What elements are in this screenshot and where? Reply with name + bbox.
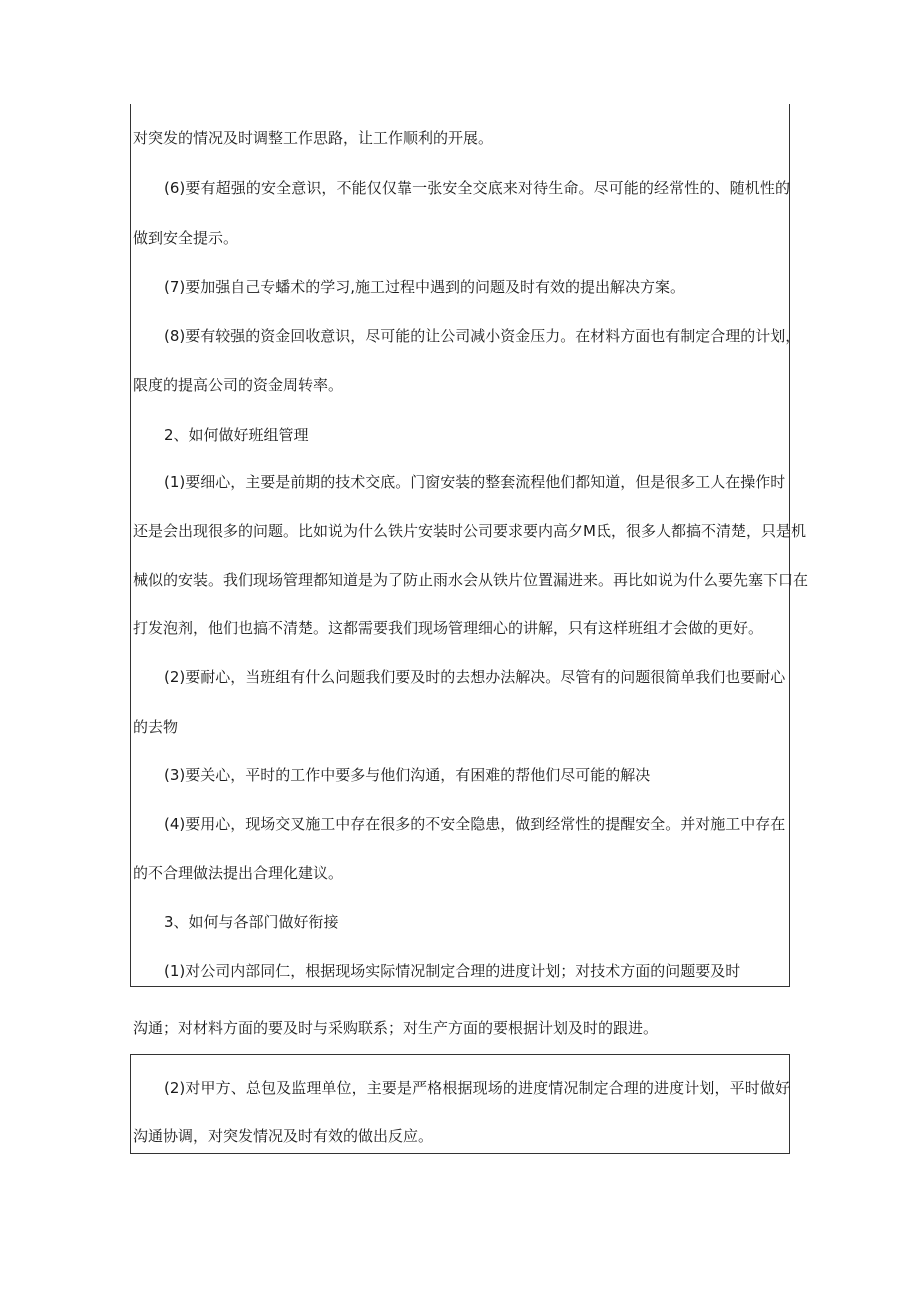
paragraph-line: 沟通；对材料方面的要及时与采购联系；对生产方面的要根据计划及时的跟进。 <box>133 1019 659 1037</box>
paragraph-line: 的不合理做法提出合理化建议。 <box>133 864 344 882</box>
section-heading: 2、如何做好班组管理 <box>164 426 309 444</box>
paragraph-line: (1)要细心，主要是前期的技术交底。门窗安装的整套流程他们都知道，但是很多工人在操作时 <box>164 473 786 491</box>
paragraph-line: 打发泡剂，他们也搞不清楚。这都需要我们现场管理细心的讲解，只有这样班组才会做的更好。 <box>133 619 764 637</box>
paragraph-line: 做到安全提示。 <box>133 229 239 247</box>
paragraph-line: (4)要用心，现场交叉施工中存在很多的不安全隐患，做到经常性的提醒安全。并对施工中存在 <box>164 815 786 833</box>
paragraph-line: (8)要有较强的资金回收意识，尽可能的让公司减小资金压力。在材料方面也有制定合理的计划， <box>164 327 801 345</box>
paragraph-line: 对突发的情况及时调整工作思路，让工作顺利的开展。 <box>133 129 494 147</box>
paragraph-line: 械似的安装。我们现场管理都知道是为了防止雨水会从铁片位置漏进来。再比如说为什么要先塞下口在 <box>133 571 809 589</box>
paragraph-line: (3)要关心，平时的工作中要多与他们沟通，有困难的帮他们尽可能的解决 <box>164 766 651 784</box>
paragraph-line: (2)对甲方、总包及监理单位，主要是严格根据现场的进度情况制定合理的进度计划，平时做好 <box>164 1079 790 1097</box>
paragraph-line: 限度的提高公司的资金周转率。 <box>133 376 344 394</box>
paragraph-line: 沟通协调，对突发情况及时有效的做出反应。 <box>133 1127 434 1145</box>
paragraph-line: 还是会出现很多的问题。比如说为什么铁片安装时公司要求要内高夕M氐，很多人都搞不清楚，只是机 <box>133 522 806 540</box>
paragraph-line: (2)要耐心，当班组有什么问题我们要及时的去想办法解决。尽管有的问题很简单我们也要耐心 <box>164 668 786 686</box>
paragraph-line: (6)要有超强的安全意识，不能仅仅靠一张安全交底来对待生命。尽可能的经常性的、随机性的 <box>164 179 790 197</box>
paragraph-line: (1)对公司内部同仁，根据现场实际情况制定合理的进度计划；对技术方面的问题要及时 <box>164 962 741 980</box>
paragraph-line: 的去物 <box>133 718 179 736</box>
paragraph-line: (7)要加强自己专蟠术的学习,施工过程中遇到的问题及时有效的提出解决方案。 <box>164 278 686 296</box>
section-heading: 3、如何与各部门做好衔接 <box>164 913 339 931</box>
